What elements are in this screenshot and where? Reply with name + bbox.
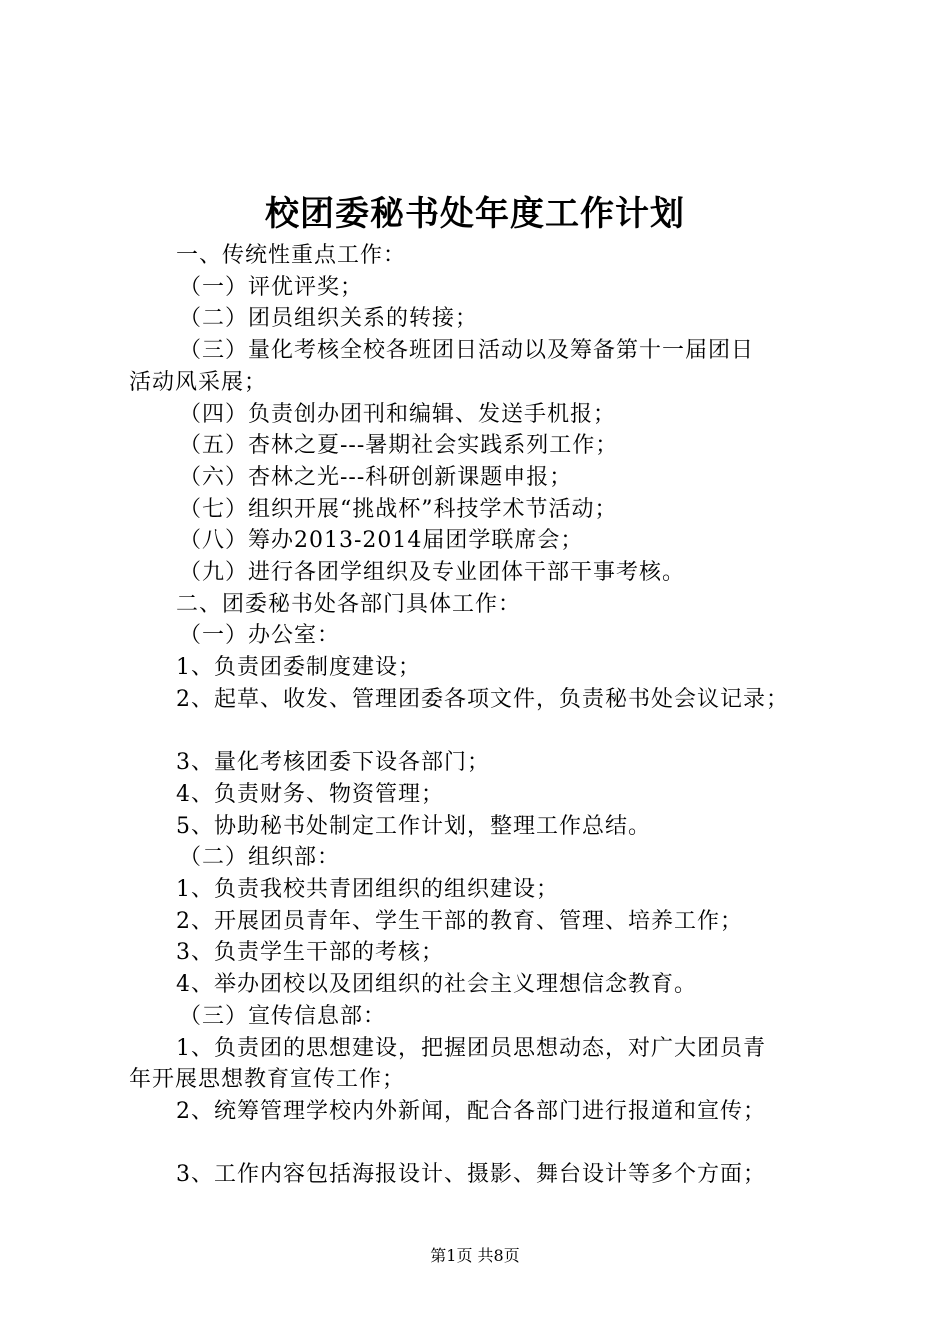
list-item-continuation: 年开展思想教育宣传工作；: [129, 1067, 406, 1093]
list-item: （三）量化考核全校各班团日活动以及筹备第十一届团日: [179, 338, 755, 364]
subsection-heading: （二）组织部：: [179, 845, 341, 871]
list-item: 5、协助秘书处制定工作计划，整理工作总结。: [176, 813, 651, 839]
subsection-heading: （三）宣传信息部：: [179, 1003, 387, 1029]
list-item: 4、负责财务、物资管理；: [176, 781, 444, 807]
list-item: 2、开展团员青年、学生干部的教育、管理、培养工作；: [176, 908, 743, 934]
document-body: [129, 240, 849, 1191]
list-item: 1、负责我校共青团组织的组织建设；: [176, 877, 559, 903]
list-item: （五）杏林之夏---暑期社会实践系列工作；: [179, 433, 619, 459]
blank-line: [129, 716, 849, 748]
section-heading: 一、传统性重点工作：: [176, 243, 407, 268]
document-title: 校团委秘书处年度工作计划: [265, 194, 685, 234]
list-item: 3、量化考核团委下设各部门；: [176, 750, 490, 776]
list-item: 3、工作内容包括海报设计、摄影、舞台设计等多个方面；: [176, 1162, 766, 1188]
list-item: （六）杏林之光---科研创新课题申报；: [179, 464, 573, 490]
list-item: （一）评优评奖；: [179, 274, 364, 300]
list-item: 1、负责团的思想建设，把握团员思想动态，对广大团员青: [176, 1035, 766, 1061]
list-item: 2、起草、收发、管理团委各项文件，负责秘书处会议记录；: [176, 686, 789, 712]
list-item: 4、举办团校以及团组织的社会主义理想信念教育。: [176, 972, 697, 998]
page-footer: 第1页 共8页: [430, 1246, 520, 1265]
blank-line: [129, 1128, 849, 1160]
list-item: 3、负责学生干部的考核；: [176, 940, 444, 966]
list-item: （七）组织开展“挑战杯”科技学术节活动；: [179, 496, 618, 522]
list-item-continuation: 活动风采展；: [129, 369, 268, 395]
list-item: 2、统筹管理学校内外新闻，配合各部门进行报道和宣传；: [176, 1098, 766, 1124]
list-item: （二）团员组织关系的转接；: [179, 306, 479, 332]
section-heading: 二、团委秘书处各部门具体工作：: [176, 591, 522, 617]
subsection-heading: （一）办公室：: [179, 623, 341, 649]
list-item: 1、负责团委制度建设；: [176, 655, 421, 681]
list-item: （四）负责创办团刊和编辑、发送手机报；: [179, 401, 617, 427]
list-item: （九）进行各团学组织及专业团体干部干事考核。: [179, 560, 686, 586]
list-item: （八）筹办2013-2014届团学联席会；: [179, 528, 584, 554]
